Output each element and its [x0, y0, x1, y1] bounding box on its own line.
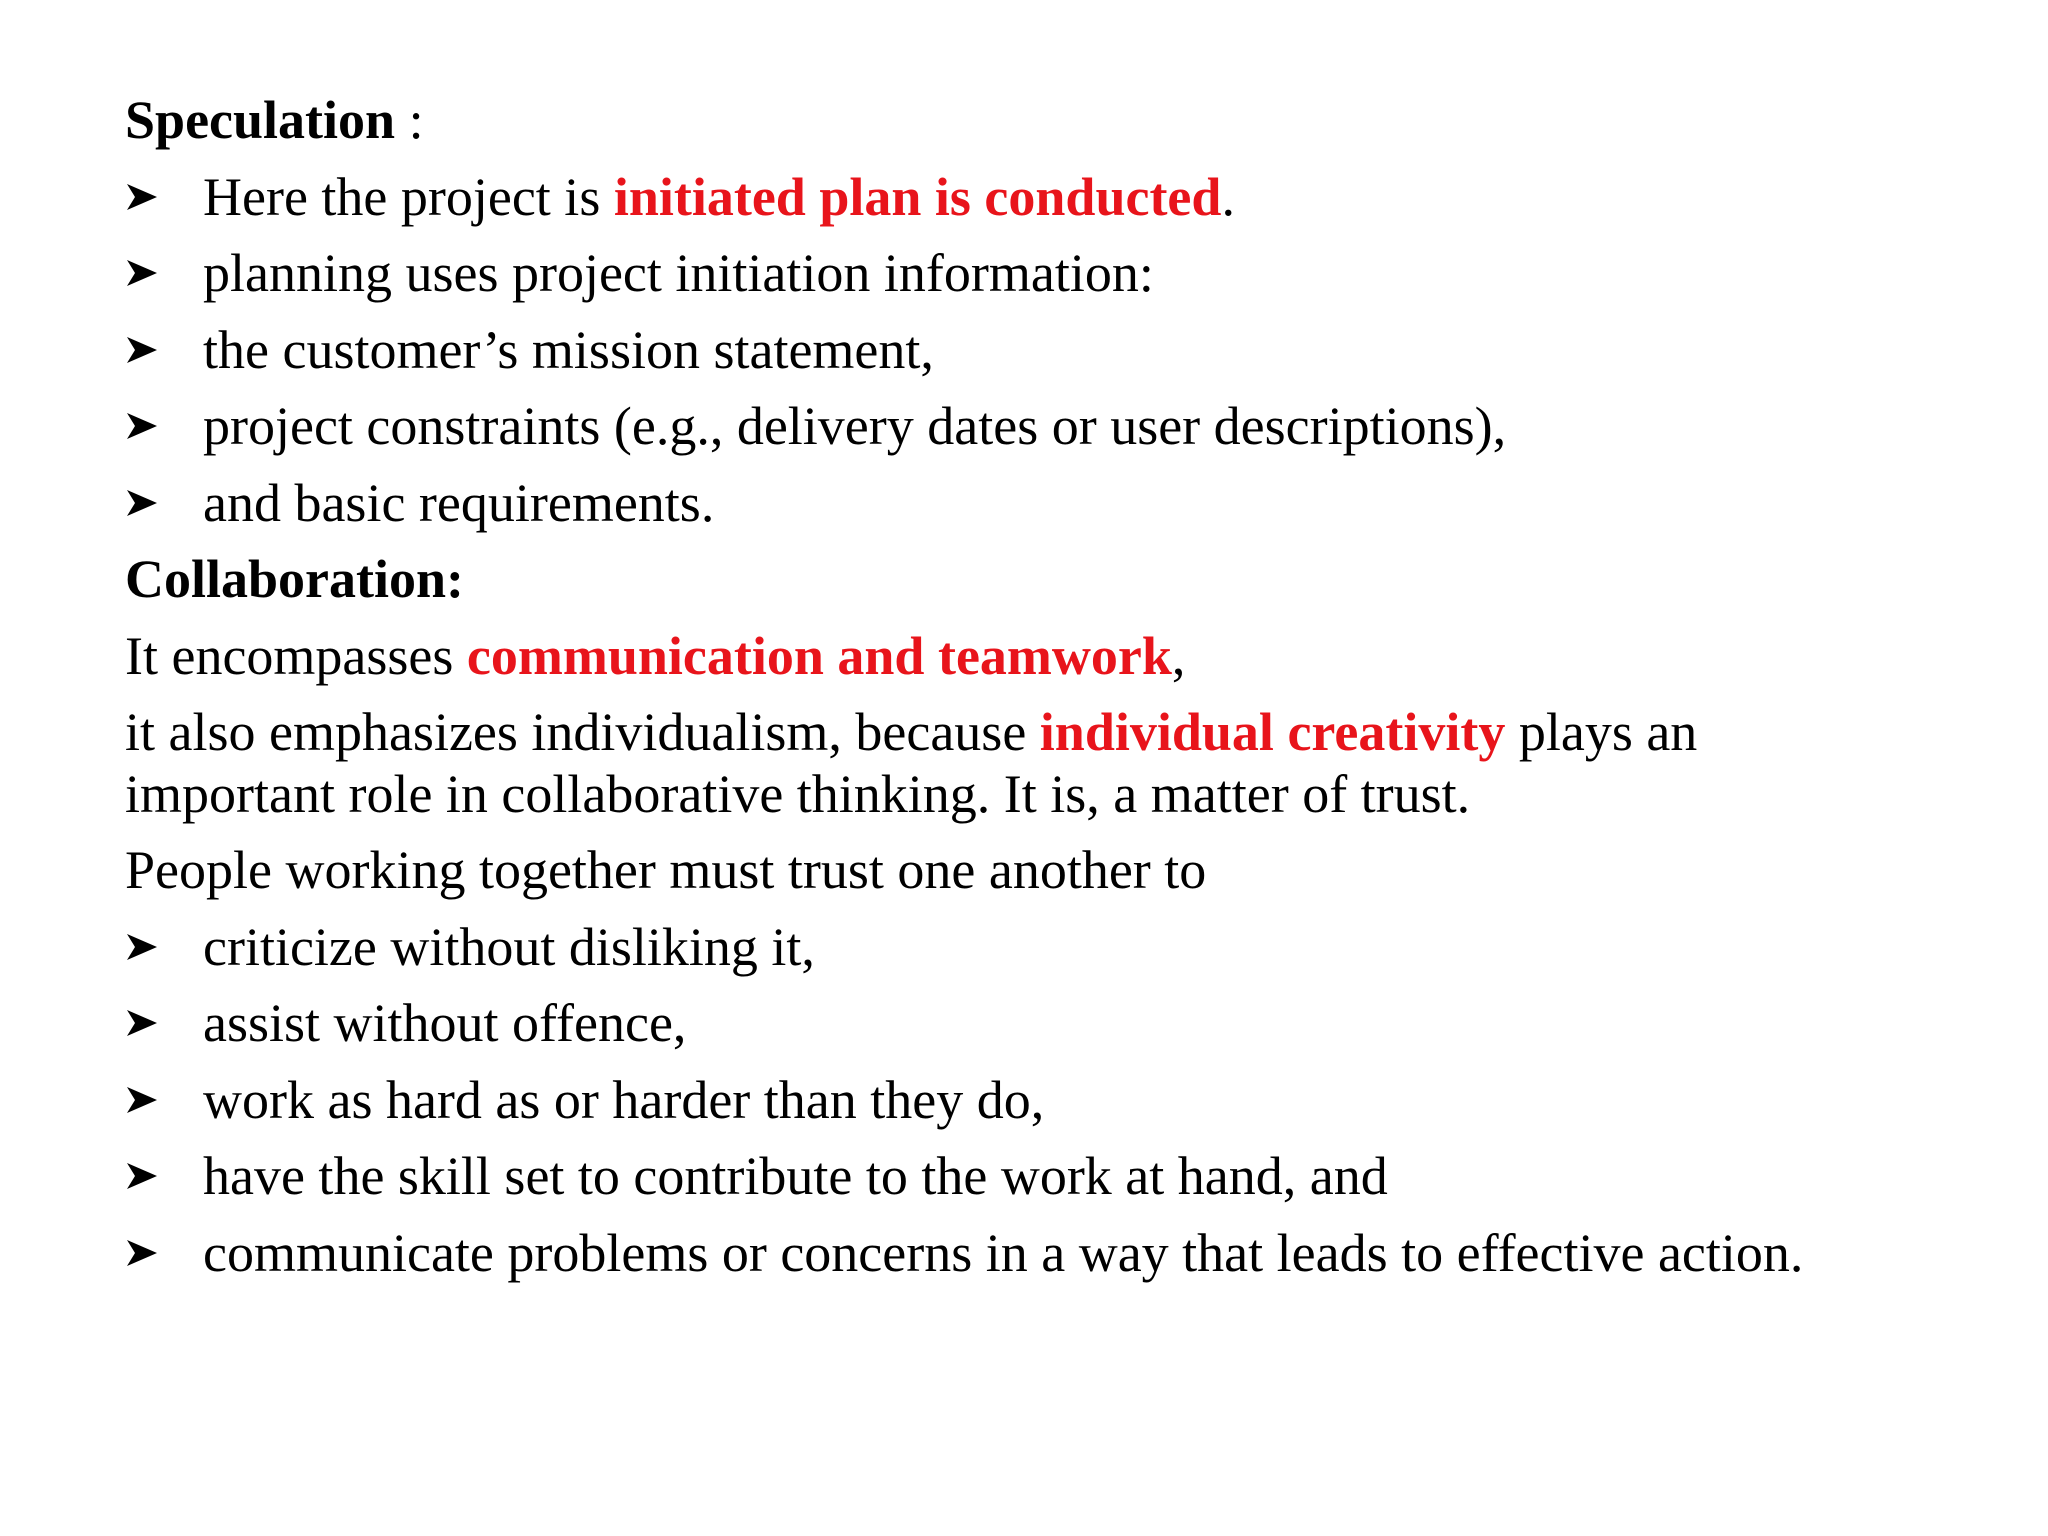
collaboration-bullet-text: assist without offence,	[203, 993, 687, 1053]
speculation-bullet-text: project constraints (e.g., delivery dates or user descriptions),	[203, 396, 1507, 456]
speculation-bullet-text: and basic requirements.	[203, 472, 715, 533]
arrowhead-bullet-icon	[125, 258, 203, 288]
collaboration-bullet	[125, 1062, 2005, 1139]
collaboration-heading: Collaboration:	[125, 549, 465, 609]
highlight-text: communication and teamwork	[466, 625, 1172, 686]
highlight-text: initiated plan is conducted	[613, 166, 1222, 227]
arrowhead-bullet-icon	[125, 932, 203, 962]
collaboration-bullet-text: have the skill set to contribute to the work at hand, and	[203, 1146, 1388, 1206]
arrowhead-bullet-icon	[125, 1161, 203, 1191]
highlight-text: individual creativity	[1039, 702, 1506, 762]
speculation-heading-suffix: :	[395, 90, 424, 150]
collaboration-paragraph	[125, 694, 2005, 832]
collaboration-bullet	[125, 985, 2005, 1062]
speculation-bullet-text: planning uses project initiation information:	[203, 243, 1154, 303]
arrowhead-bullet-icon	[125, 411, 203, 441]
collaboration-line: People working together must trust one another to	[125, 840, 1207, 900]
arrowhead-bullet-icon	[125, 1008, 203, 1038]
speculation-bullet	[125, 388, 2005, 465]
arrowhead-bullet-icon	[125, 488, 203, 518]
arrowhead-bullet-icon	[125, 1085, 203, 1115]
speculation-heading: Speculation	[125, 90, 396, 150]
arrowhead-bullet-icon	[125, 1238, 203, 1268]
collaboration-bullet	[125, 1138, 2005, 1215]
speculation-bullet	[125, 465, 2005, 542]
arrowhead-bullet-icon	[125, 182, 203, 212]
slide-content	[125, 82, 2005, 1291]
speculation-bullet-text: the customer’s mission statement,	[203, 319, 934, 380]
collaboration-bullet-text: criticize without disliking it,	[203, 916, 815, 977]
collaboration-bullet-text: communicate problems or concerns in a way that leads to effective action.	[203, 1222, 1804, 1283]
arrowhead-bullet-icon	[125, 335, 203, 365]
speculation-heading-line	[125, 82, 2005, 159]
collaboration-bullet-text: work as hard as or harder than they do,	[203, 1069, 1045, 1130]
collaboration-paragraph-line: it also emphasizes individualism, because individual creativity plays an	[125, 702, 1698, 762]
collaboration-bullet	[125, 1215, 2005, 1292]
speculation-bullet	[125, 235, 2005, 312]
collaboration-line: It encompasses communication and teamwork,	[125, 625, 1186, 686]
speculation-bullet	[125, 159, 2005, 236]
collaboration-bullet	[125, 909, 2005, 986]
speculation-bullet-text: Here the project is initiated plan is conducted.	[203, 166, 1235, 227]
speculation-bullet	[125, 312, 2005, 389]
collaboration-paragraph-line: important role in collaborative thinking. It is, a matter of trust.	[125, 764, 1471, 824]
